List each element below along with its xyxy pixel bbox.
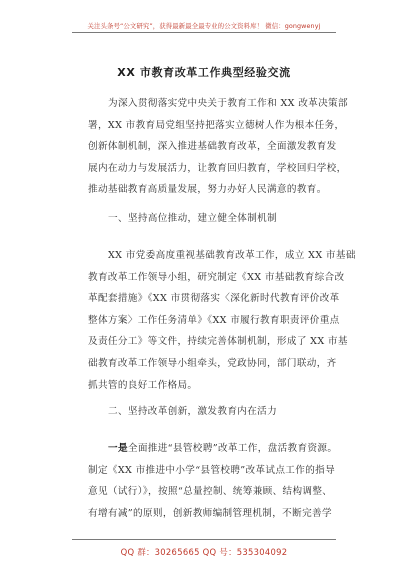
paragraph-line: 础教育改革工作领导小组牵头，党政协同，部门联动，齐 (88, 357, 337, 369)
intro-line: 署，XX 市教育局党组坚持把落实立德树人作为根本任务， (88, 119, 345, 131)
page-footer (72, 539, 336, 570)
paragraph-line: XX 市党委高度重视基础教育改革工作，成立 XX 市基础 (108, 250, 356, 261)
intro-line: 创新体制机制，深入推进基础教育改革，全面激发教育发 (88, 141, 337, 153)
paragraph-text: 全面推进“县管校聘”改革工作，盘活教育资源。 (127, 443, 338, 454)
intro-line: 展内在动力与发展活力，让教育回归教育，学校回归学校， (88, 162, 347, 174)
paragraph-line: 意见（试行）》，按照“总量控制、统筹兼顾、结构调整、 (88, 486, 333, 498)
paragraph-line: 及责任分工》等文件，持续完善体制机制，形成了 XX 市基 (88, 336, 348, 348)
header-notice: 关注头条号“公文研究”，获得最新最全最专业的公文资料库！ 微信：gongwenyj (87, 22, 321, 30)
paragraph-lead: 一是 (108, 443, 128, 454)
document-title: XX 市教育改革工作典型经验交流 (117, 66, 291, 79)
paragraph-line: 制定《XX 市推进中小学“县管校聘”改革试点工作的指导 (88, 464, 336, 476)
section-1-paragraph (88, 245, 356, 396)
footer-contact: QQ 群：30265665 QQ 号：535304092 (120, 547, 288, 557)
section-2-paragraph (88, 438, 346, 524)
paragraph-line: 整体方案〉工作任务清单》《XX 市履行教育职责评价重点 (88, 314, 340, 326)
paragraph-line: 抓共管的良好工作格局。 (88, 379, 198, 391)
section-2 (88, 401, 346, 423)
intro-line: 推动基础教育高质量发展，努力办好人民满意的教育。 (88, 184, 327, 196)
paragraph-line (88, 438, 346, 460)
intro-paragraph (88, 93, 346, 201)
paragraph-line: 教育改革工作领导小组，研究制定《XX 市基础教育综合改 (88, 271, 345, 283)
paragraph-line: 有增有减”的原则，创新教师编制管理机制，不断完善学 (88, 507, 332, 519)
paragraph-line: 革配套措施》《XX 市贯彻落实〈深化新时代教育评价改革 (88, 293, 340, 305)
page-header (72, 6, 336, 33)
intro-line: 为深入贯彻落实党中央关于教育工作和 XX 改革决策部 (108, 98, 348, 109)
section-1 (88, 208, 346, 230)
section-heading: 一、坚持高位推动，建立健全体制机制 (108, 213, 278, 224)
section-heading: 二、坚持改革创新，激发教育内在活力 (108, 406, 278, 417)
